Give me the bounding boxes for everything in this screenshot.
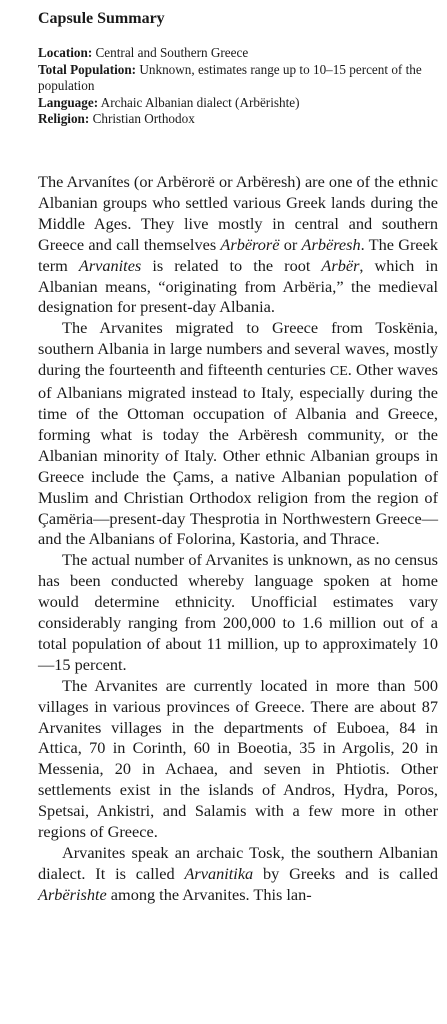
religion-value: Christian Orthodox xyxy=(92,111,195,127)
p1-term-arber: Arbër xyxy=(321,255,360,275)
p2-text-b: . Other waves of Albanians migrated instead to Italy, especially during the time of the Ottoman occupation of Albania and Greece, forming what is today the Arbëresh community, or the Albanian minority of Italy. Other ethnic Albanian groups in Greece include the Çams, a native Albanian population of Muslim and Christian Orthodox religion from the region of Çamëria—present-day Thesprotia in Northwestern Greece—and the Albanians of Folorina, Kastoria, and Thrace. xyxy=(38,360,438,549)
summary-population xyxy=(38,62,438,95)
location-value: Central and Southern Greece xyxy=(95,45,249,60)
population-label: Total Population: xyxy=(38,61,137,77)
paragraph-4: The Arvanites are currently located in more than 500 villages in various provinces of Greece. There are about 87 Arvanites villages in the departments of Euboea, 84 in Attica, 70 in Corinth, 60 in Boeotia, 35 in Argolis, 20 in Messenia, 20 in Achaea, and seven in Phtiotis. Other settlements exist in the islands of Andros, Hydra, Poros, Spetsai, Ankistri, and Salamis with a few more in other regions of Greece. xyxy=(38,675,438,842)
p1-text-a: The Arvaníte xyxy=(38,172,124,191)
p2-era-abbrev: CE xyxy=(329,364,348,380)
p1-term-arberore: Arbërorë xyxy=(220,234,280,254)
paragraph-3: The actual number of Arvanites is unknown, as no census has been conducted whereby language spoken at home would determine ethnicity. Unofficial estimates vary considerably ranging from 200,000 to 1.6 million out of a total population of about 11 million, up to approximately 10—15 percent. xyxy=(38,550,438,674)
p1-term-arberesh: Arbëresh xyxy=(301,234,361,254)
paragraph-2 xyxy=(38,318,438,550)
p5-text-a: Arvanites speak an archaic Tosk, the southern Albanian dialect. It is called xyxy=(38,843,438,883)
article-body xyxy=(38,172,438,906)
p1-text-h: is related to the root xyxy=(141,255,322,275)
capsule-summary-heading: Capsule Summary xyxy=(38,10,165,27)
p1-term-arvanites: Arvanites xyxy=(78,255,142,275)
p5-text-e: among the Arvanites. This lan- xyxy=(106,884,312,904)
location-label: Location: xyxy=(38,45,93,60)
p2-text-a: The Arvanites migrated to Greece from Toskënia, southern Albania in large numbers and several waves, mostly during the fourteenth and fifteenth centuries xyxy=(38,318,438,380)
p1-text-j: , which in Albanian means, “originating from Arbëria,” the medieval designation for present-day Albania. xyxy=(38,255,438,317)
population-value: Unknown, estimates range up to 10–15 percent of the population xyxy=(38,61,422,94)
summary-location xyxy=(38,45,438,62)
paragraph-1 xyxy=(38,172,438,318)
p5-text-c: by Greeks and is called xyxy=(253,863,438,883)
p5-term-arberishte: Arbërishte xyxy=(38,884,107,904)
paragraph-5 xyxy=(38,843,438,906)
p1-text-f: . The Greek term xyxy=(38,234,438,275)
language-value: Archaic Albanian dialect (Arbërishte) xyxy=(100,94,300,110)
summary-religion xyxy=(38,111,438,128)
language-label: Language: xyxy=(38,94,99,110)
summary-language xyxy=(38,95,438,112)
p1-text-d: or xyxy=(279,234,302,254)
p1-text-b: s (or Arbërorë or Arbëresh) are one of the ethnic Albanian groups who settled various Greek lands during the Middle Ages. They live mostly in central and southern Greece and call themselves xyxy=(38,172,438,254)
capsule-summary xyxy=(38,45,438,128)
religion-label: Religion: xyxy=(38,111,90,127)
p5-term-arvanitika: Arvanitika xyxy=(184,863,254,883)
